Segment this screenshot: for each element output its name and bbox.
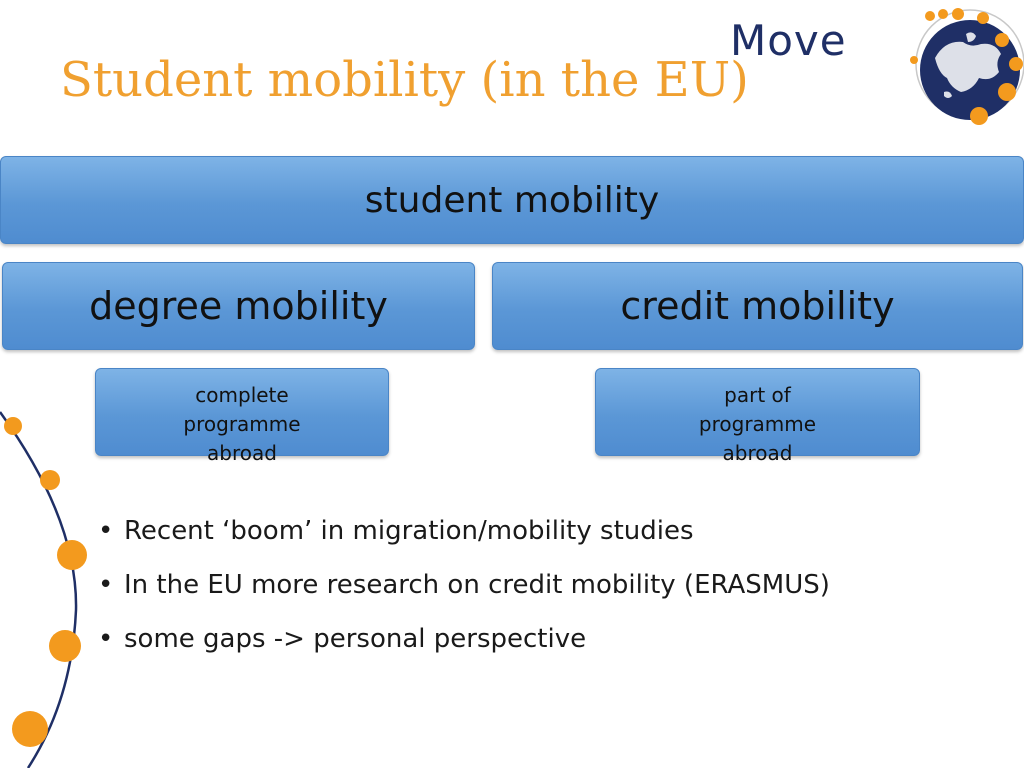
node-label: degree mobility: [89, 284, 388, 328]
orbit-arc-decoration: [0, 400, 90, 768]
move-logo: [730, 6, 1024, 130]
logo-wordmark: Move: [730, 16, 847, 65]
detail-node-degree: [95, 368, 389, 465]
node-credit-mobility: [492, 262, 1023, 350]
detail-label: part of programme abroad: [698, 383, 817, 465]
orbit-dot-icon: [57, 540, 87, 570]
orbit-dot-icon: [4, 417, 22, 435]
slide-title: Student mobility (in the EU): [60, 52, 749, 108]
orbit-dot-icon: [49, 630, 81, 662]
orbit-dot-icon: [12, 711, 48, 747]
root-node-label: student mobility: [364, 179, 660, 221]
node-label: credit mobility: [620, 284, 895, 328]
node-degree-mobility: [2, 262, 475, 350]
root-node-student-mobility: [0, 156, 1024, 244]
bullet-item: • Recent ‘boom’ in migration/mobility studies: [98, 504, 830, 558]
bullet-list: [98, 504, 830, 666]
detail-node-credit: [595, 368, 920, 465]
bullet-item: • In the EU more research on credit mobility (ERASMUS): [98, 558, 830, 612]
detail-label: complete programme abroad: [183, 383, 301, 465]
bullet-item: • some gaps -> personal perspective: [98, 612, 830, 666]
orbit-dot-icon: [40, 470, 60, 490]
globe-icon: [730, 6, 1024, 130]
